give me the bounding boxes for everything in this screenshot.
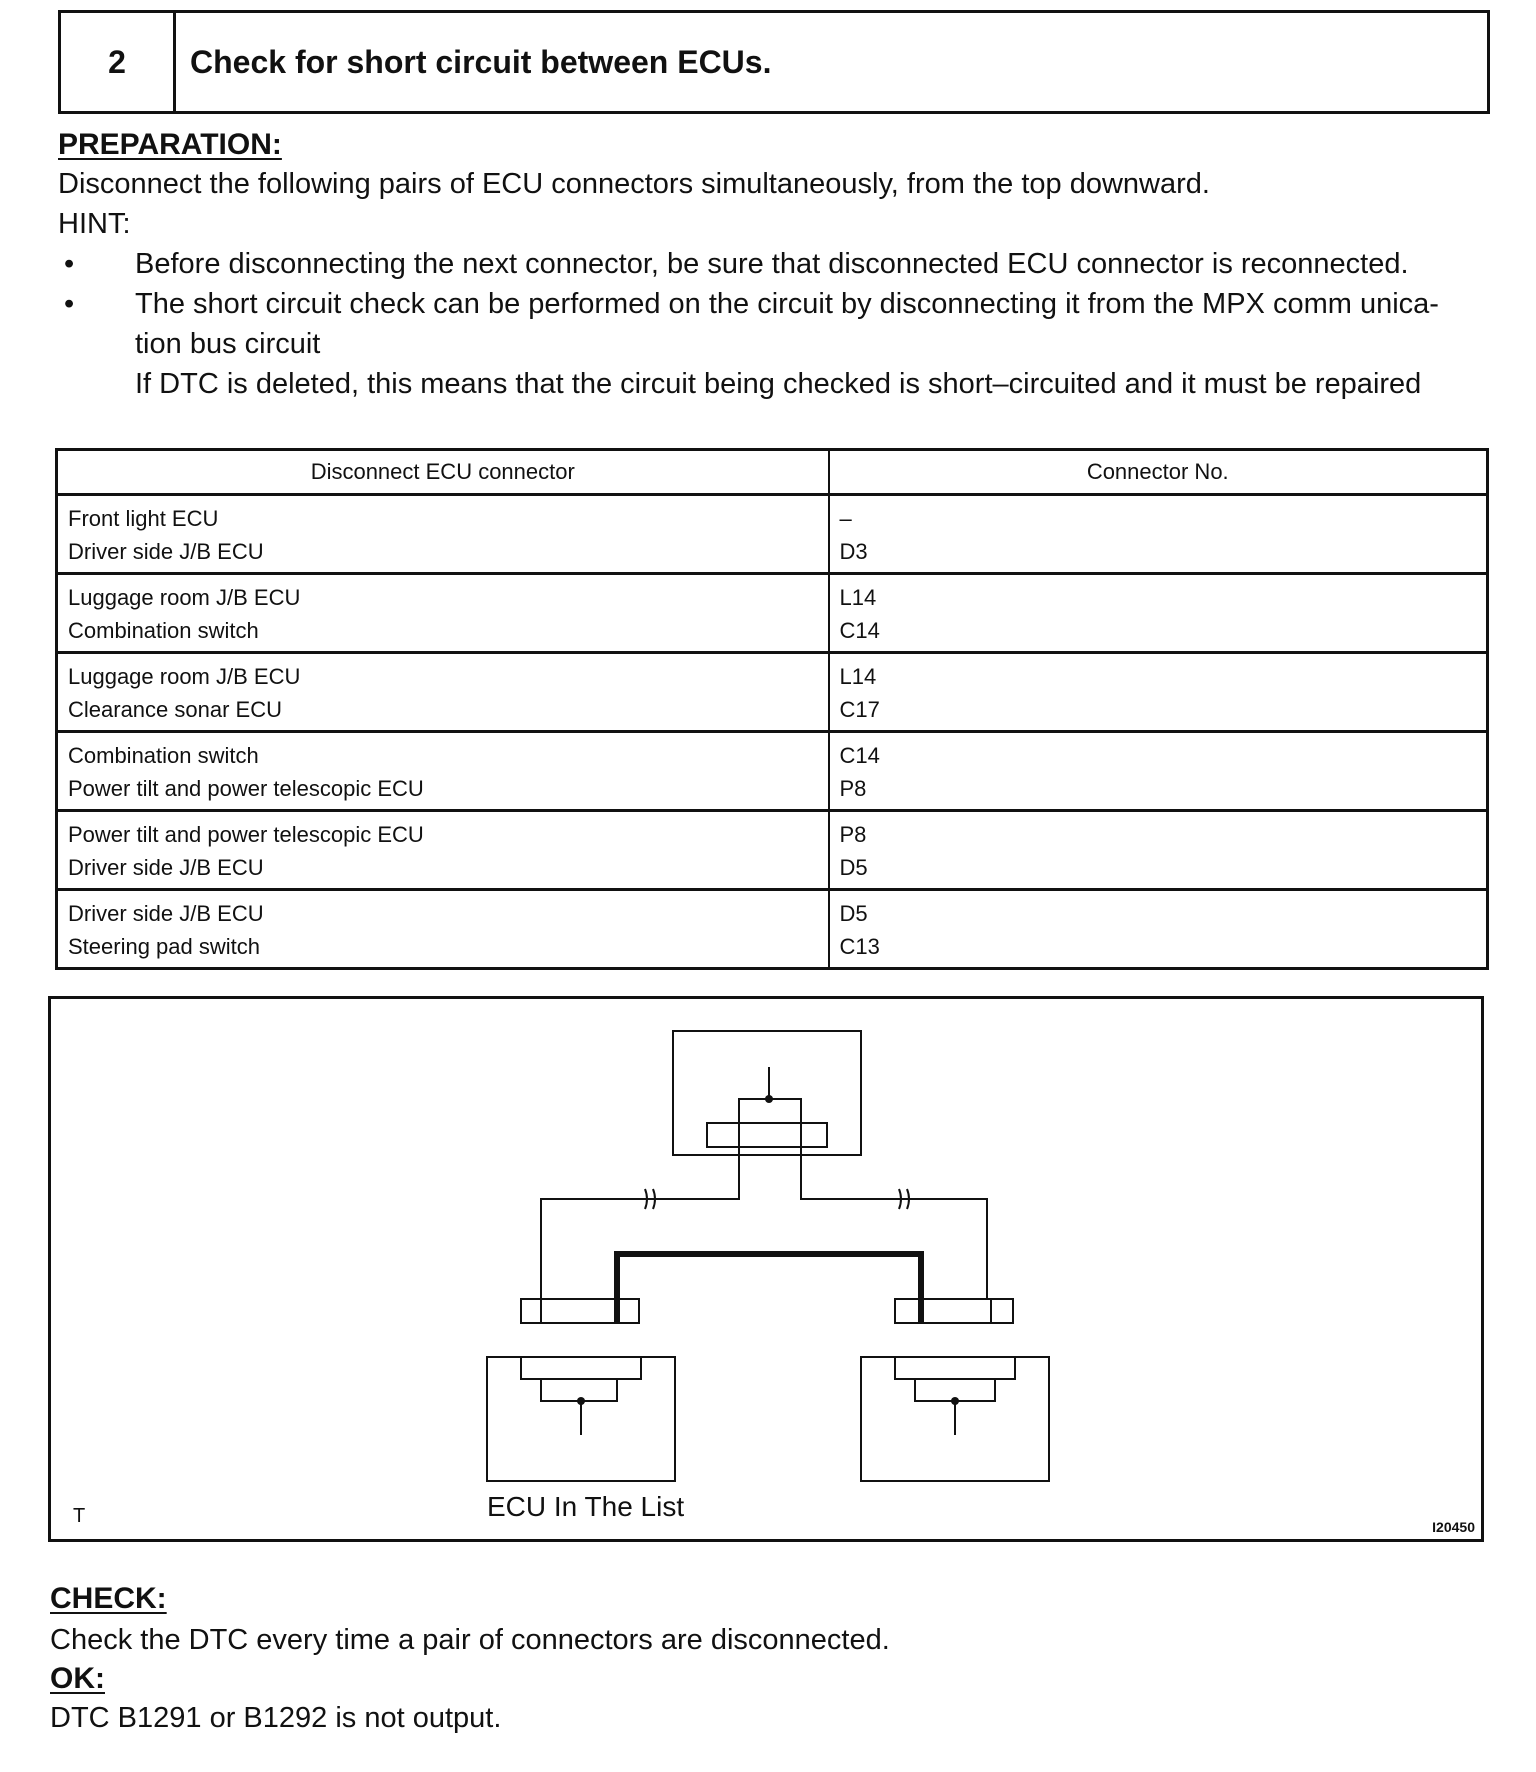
ok-heading: OK: [50,1662,105,1695]
ecu-cell [57,495,829,574]
diagram-code: I20450 [1432,1519,1475,1535]
preparation-heading: PREPARATION: [58,128,282,161]
table-row [57,574,1488,653]
connector-cell [829,732,1488,811]
top-connector [707,1123,827,1147]
connector-no: C17 [839,697,880,722]
connector-no: C14 [839,743,880,768]
connector-no: D3 [839,539,868,564]
bullet-line: Before disconnecting the next connector, be sure that disconnected ECU connector is reconnected. [135,248,1409,280]
diagram-caption: ECU In The List [487,1491,685,1522]
connector-table [55,448,1489,970]
connector-cell [829,890,1488,969]
top-ecu-box [673,1031,861,1155]
ecu-name: Combination switch [68,743,259,768]
connector-cell [829,653,1488,732]
connector-cell [829,495,1488,574]
table-header-row [57,450,1488,495]
ecu-cell [57,653,829,732]
ecu-name: Driver side J/B ECU [68,901,264,926]
table-row [57,890,1488,969]
ecu-name: Power tilt and power telescopic ECU [68,822,424,847]
connector-no: L14 [839,585,877,610]
left-harness-connector [521,1299,639,1323]
column-header: Connector No. [829,450,1488,495]
bullet-marker: • [64,248,75,280]
connector-no: D5 [839,901,868,926]
ecu-cell [57,811,829,890]
ecu-name: Combination switch [68,618,259,643]
check-text: Check the DTC every time a pair of connectors are disconnected. [50,1624,890,1656]
preparation-text: Disconnect the following pairs of ECU connectors simultaneously, from the top downward. [58,168,1210,200]
connector-no: D5 [839,855,868,880]
ecu-name: Steering pad switch [68,934,260,959]
ecu-name: Driver side J/B ECU [68,539,264,564]
table-row [57,495,1488,574]
connector-cell [829,574,1488,653]
bullet-marker: • [64,288,75,320]
table-row [57,811,1488,890]
bullet-line: tion bus circuit [135,328,321,360]
ecu-name: Driver side J/B ECU [68,855,264,880]
connector-no: – [839,506,852,531]
hint-bullet-1 [135,244,1495,284]
ok-text: DTC B1291 or B1292 is not output. [50,1702,502,1734]
hint-label: HINT: [58,208,131,240]
ecu-cell [57,574,829,653]
connector-no: P8 [839,776,867,801]
ecu-name: Luggage room J/B ECU [68,664,301,689]
circuit-drawing [51,999,1481,1539]
step-number: 2 [61,13,176,111]
ecu-name: Clearance sonar ECU [68,697,282,722]
table-row [57,653,1488,732]
column-header: Disconnect ECU connector [57,450,829,495]
bullet-line: If DTC is deleted, this means that the circuit being checked is short–circuited and it must be repaired [135,368,1422,400]
diagram-corner-label: T [73,1505,86,1527]
ecu-name: Power tilt and power telescopic ECU [68,776,424,801]
hint-bullet-2 [135,284,1495,404]
right-harness-connector [895,1299,1013,1323]
connector-no: C14 [839,618,880,643]
ecu-cell [57,732,829,811]
connector-cell [829,811,1488,890]
circuit-diagram [48,996,1484,1542]
ecu-cell [57,890,829,969]
table-row [57,732,1488,811]
step-title: Check for short circuit between ECUs. [190,43,772,80]
connector-no: P8 [839,822,867,847]
check-heading: CHECK: [50,1582,167,1615]
short-circuit-line [617,1254,921,1323]
ecu-name: Luggage room J/B ECU [68,585,301,610]
ecu-name: Front light ECU [68,506,219,531]
connector-no: C13 [839,934,880,959]
step-header [58,10,1490,114]
bullet-line: The short circuit check can be performed on the circuit by disconnecting it from the MPX comm unica- [135,288,1439,320]
connector-no: L14 [839,664,877,689]
